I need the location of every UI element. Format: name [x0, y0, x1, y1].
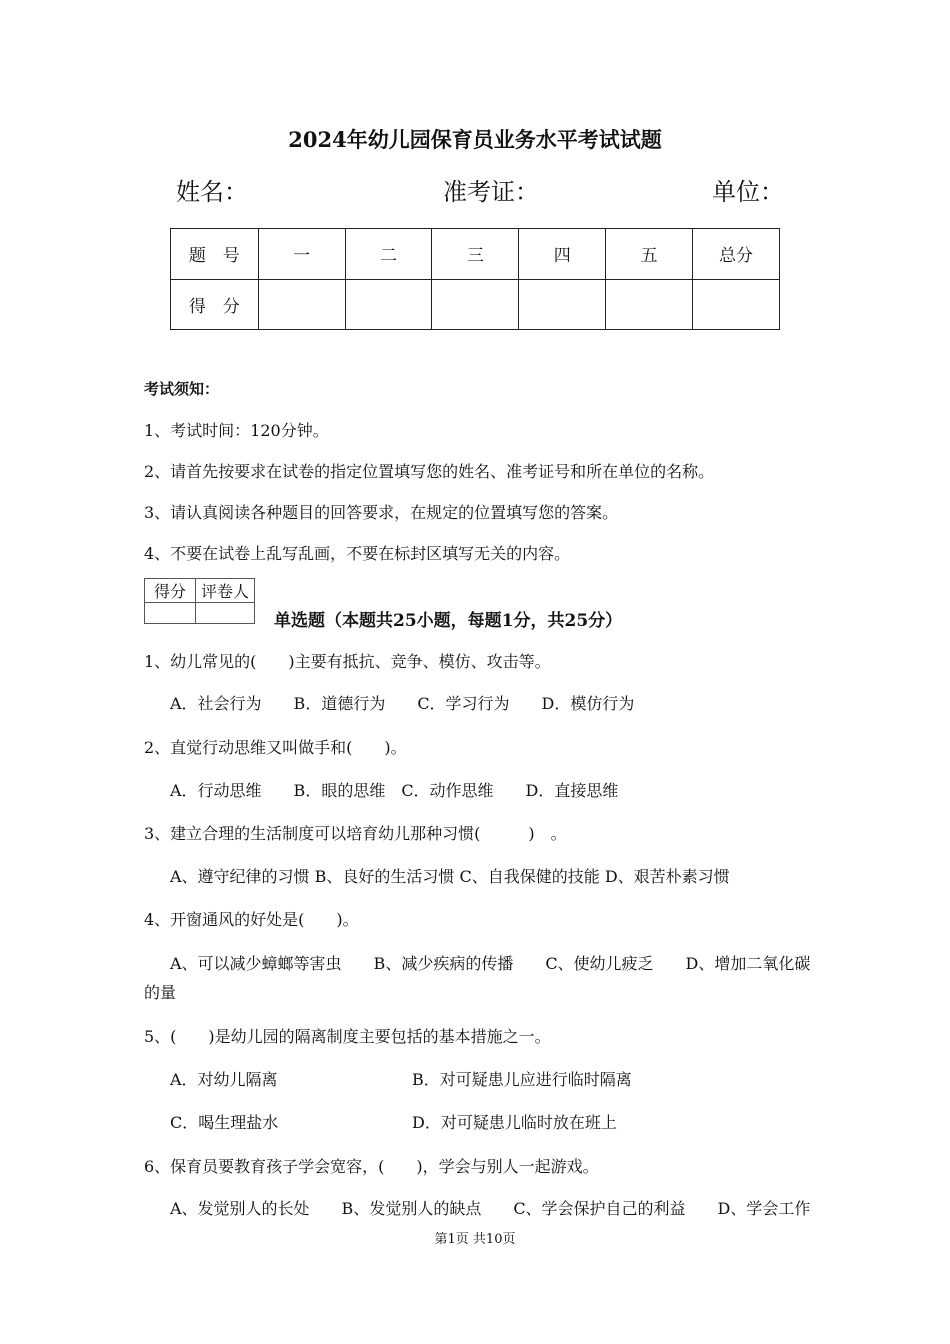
score-cell — [432, 279, 519, 330]
question-options: A、可以减少蟑螂等害虫 B、减少疾病的传播 C、使幼儿疲乏 D、增加二氧化碳 — [170, 954, 811, 973]
grader-box — [144, 578, 255, 624]
exam-number-field-label: 准考证： — [443, 178, 539, 206]
question-options: A、遵守纪律的习惯 B、良好的生活习惯 C、自我保健的技能 D、艰苦朴素习惯 — [170, 867, 730, 886]
page-title: 2024年幼儿园保育员业务水平考试试题 — [288, 127, 662, 152]
score-cell — [606, 279, 693, 330]
question-option: D．对可疑患儿临时放在班上 — [412, 1113, 617, 1132]
score-table-header: 三 — [432, 229, 519, 280]
grader-score-cell — [145, 603, 196, 624]
notice-item: 4、不要在试卷上乱写乱画，不要在标封区填写无关的内容。 — [144, 544, 571, 563]
score-table-score-row — [171, 279, 780, 330]
grader-reviewer-label: 评卷人 — [196, 579, 255, 603]
grader-reviewer-cell — [196, 603, 255, 624]
score-table-header: 题 号 — [171, 229, 259, 280]
question-text: 6、保育员要教育孩子学会宽容，( )，学会与别人一起游戏。 — [144, 1157, 599, 1176]
score-table-header: 总分 — [693, 229, 780, 280]
score-table-header: 一 — [258, 229, 345, 280]
section-title: 单选题（本题共25小题，每题1分，共25分） — [274, 611, 623, 631]
grader-score-label: 得分 — [145, 579, 196, 603]
question-options: A．社会行为 B．道德行为 C．学习行为 D．模仿行为 — [170, 694, 635, 713]
score-row-label: 得 分 — [171, 279, 259, 330]
score-cell — [519, 279, 606, 330]
question-options: A．行动思维 B．眼的思维 C．动作思维 D．直接思维 — [170, 781, 619, 800]
score-cell — [258, 279, 345, 330]
question-option: C．喝生理盐水 — [170, 1113, 279, 1132]
unit-field-label: 单位： — [712, 178, 784, 206]
score-table-header-row — [171, 229, 780, 280]
notice-item: 3、请认真阅读各种题目的回答要求，在规定的位置填写您的答案。 — [144, 503, 619, 522]
question-option: A．对幼儿隔离 — [170, 1070, 278, 1089]
name-field-label: 姓名： — [176, 178, 248, 206]
question-option: B．对可疑患儿应进行临时隔离 — [412, 1070, 632, 1089]
notice-item: 1、考试时间：120分钟。 — [144, 421, 329, 440]
question-text: 2、直觉行动思维又叫做手和( )。 — [144, 738, 407, 757]
question-text: 4、开窗通风的好处是( )。 — [144, 910, 359, 929]
question-text: 3、建立合理的生活制度可以培育幼儿那种习惯( ) 。 — [144, 824, 567, 843]
score-table — [170, 228, 780, 330]
question-text: 5、( )是幼儿园的隔离制度主要包括的基本措施之一。 — [144, 1027, 551, 1046]
score-cell — [345, 279, 432, 330]
score-cell — [693, 279, 780, 330]
score-table-header: 二 — [345, 229, 432, 280]
score-table-header: 四 — [519, 229, 606, 280]
notice-item: 2、请首先按要求在试卷的指定位置填写您的姓名、准考证号和所在单位的名称。 — [144, 462, 715, 481]
notice-heading: 考试须知： — [144, 380, 220, 398]
question-text: 1、幼儿常见的( )主要有抵抗、竞争、模仿、攻击等。 — [144, 652, 551, 671]
page-footer: 第1页 共10页 — [434, 1232, 516, 1247]
question-options-continued: 的量 — [144, 983, 177, 1002]
score-table-header: 五 — [606, 229, 693, 280]
question-options: A、发觉别人的长处 B、发觉别人的缺点 C、学会保护自己的利益 D、学会工作 — [170, 1199, 811, 1218]
